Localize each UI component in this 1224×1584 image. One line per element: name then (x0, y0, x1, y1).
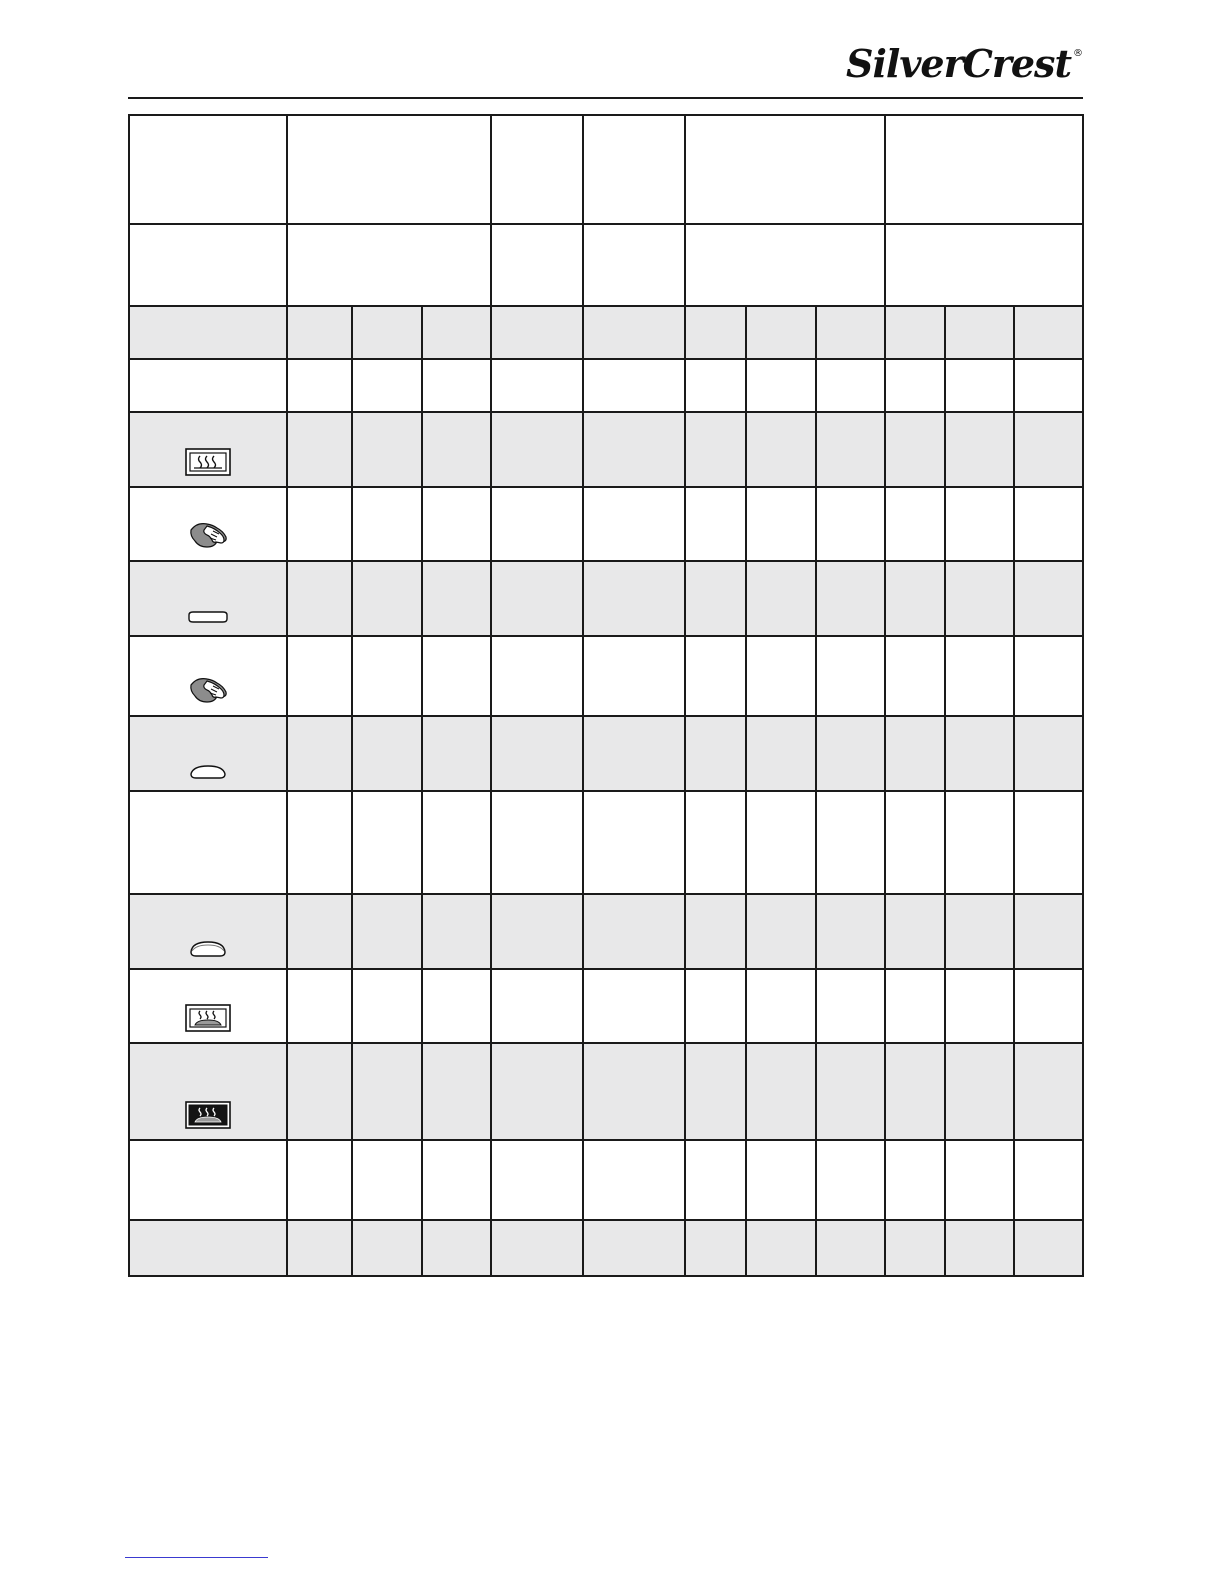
table-cell (885, 412, 945, 487)
table-cell (885, 224, 1083, 306)
table-cell (885, 359, 945, 412)
table-row (129, 412, 1083, 487)
table-cell (422, 894, 491, 969)
table-cell (583, 224, 685, 306)
table-cell (287, 791, 352, 894)
table-cell (129, 894, 287, 969)
table-cell (422, 791, 491, 894)
table-cell (422, 1043, 491, 1140)
table-cell (746, 561, 816, 636)
table-cell (816, 636, 885, 716)
table-cell (1014, 561, 1083, 636)
table-cell (491, 894, 583, 969)
table-cell (945, 1043, 1014, 1140)
table-cell (1014, 1220, 1083, 1276)
table-cell (685, 1220, 746, 1276)
table-cell (685, 561, 746, 636)
table-cell (746, 716, 816, 791)
settings-table (128, 114, 1084, 1277)
table-cell (816, 791, 885, 894)
table-cell (129, 791, 287, 894)
table-cell (685, 306, 746, 359)
table-cell (287, 1043, 352, 1140)
table-cell (746, 969, 816, 1043)
table-cell (746, 1043, 816, 1140)
table-row (129, 636, 1083, 716)
table-cell (746, 636, 816, 716)
table-cell (885, 306, 945, 359)
table-cell (583, 115, 685, 224)
table-cell (685, 791, 746, 894)
table-cell (685, 716, 746, 791)
table-cell (129, 224, 287, 306)
table-cell (1014, 487, 1083, 561)
table-cell (287, 561, 352, 636)
flat-bread-roll-icon (130, 609, 286, 635)
table-cell (491, 306, 583, 359)
table-cell (422, 487, 491, 561)
table-cell (885, 969, 945, 1043)
table-cell (287, 969, 352, 1043)
table-cell (491, 1043, 583, 1140)
table-cell (583, 306, 685, 359)
table-cell (746, 894, 816, 969)
table-cell (583, 1140, 685, 1220)
table-cell (685, 115, 885, 224)
toast-warming-icon (130, 1004, 286, 1042)
table-cell (129, 636, 287, 716)
table-cell (352, 894, 422, 969)
table-cell (352, 1043, 422, 1140)
table-cell (945, 636, 1014, 716)
table-cell (945, 1140, 1014, 1220)
table-cell (352, 306, 422, 359)
table-cell (422, 359, 491, 412)
table-cell (885, 487, 945, 561)
header-rule (128, 97, 1083, 99)
table-cell (945, 561, 1014, 636)
table-cell (945, 1220, 1014, 1276)
table-cell (885, 1220, 945, 1276)
table-cell (746, 1220, 816, 1276)
table-cell (583, 487, 685, 561)
table-cell (816, 359, 885, 412)
table-cell (1014, 636, 1083, 716)
table-cell (685, 894, 746, 969)
table-cell (746, 791, 816, 894)
table-row (129, 716, 1083, 791)
table-cell (885, 894, 945, 969)
table-cell (352, 791, 422, 894)
table-cell (491, 115, 583, 224)
table-cell (816, 1140, 885, 1220)
table-cell (746, 359, 816, 412)
table-cell (945, 412, 1014, 487)
table-row (129, 791, 1083, 894)
table-cell (583, 791, 685, 894)
table-cell (491, 791, 583, 894)
table-cell (491, 1220, 583, 1276)
table-cell (583, 561, 685, 636)
table-cell (1014, 1043, 1083, 1140)
registered-mark: ® (1073, 48, 1083, 59)
table-cell (885, 716, 945, 791)
table-cell (287, 487, 352, 561)
table-cell (129, 306, 287, 359)
table-row (129, 1140, 1083, 1220)
table-cell (287, 412, 352, 487)
tall-bread-roll-icon (130, 940, 286, 968)
table-cell (422, 636, 491, 716)
table-cell (1014, 969, 1083, 1043)
table-row (129, 1220, 1083, 1276)
table-cell (885, 636, 945, 716)
table-row (129, 969, 1083, 1043)
silvercrest-logo (846, 40, 1083, 88)
table-cell (685, 1140, 746, 1220)
table-cell (1014, 412, 1083, 487)
table-cell (885, 561, 945, 636)
table-cell (287, 716, 352, 791)
table-cell (685, 636, 746, 716)
table-cell (422, 412, 491, 487)
table-cell (816, 306, 885, 359)
table-cell (885, 791, 945, 894)
table-cell (816, 487, 885, 561)
table-cell (129, 1220, 287, 1276)
table-cell (746, 1140, 816, 1220)
table-cell (1014, 1140, 1083, 1220)
table-cell (583, 894, 685, 969)
hand-grab-icon (130, 675, 286, 715)
table-cell (352, 716, 422, 791)
defrost-heat-waves-icon (130, 448, 286, 486)
table-cell (583, 412, 685, 487)
footnote-rule (125, 1557, 268, 1558)
table-cell (816, 716, 885, 791)
table-cell (945, 306, 1014, 359)
table-cell (287, 224, 491, 306)
table-cell (746, 487, 816, 561)
hand-grab-icon (130, 520, 286, 560)
table-cell (422, 716, 491, 791)
table-cell (1014, 894, 1083, 969)
table-cell (352, 969, 422, 1043)
table-cell (1014, 306, 1083, 359)
table-cell (491, 224, 583, 306)
table-cell (491, 359, 583, 412)
bread-roll-icon (130, 764, 286, 790)
table-row (129, 487, 1083, 561)
table-cell (685, 359, 746, 412)
table-cell (422, 561, 491, 636)
table-cell (945, 969, 1014, 1043)
table-cell (422, 1220, 491, 1276)
table-cell (685, 487, 746, 561)
table-cell (491, 636, 583, 716)
table-cell (352, 1140, 422, 1220)
table-cell (816, 561, 885, 636)
table-cell (945, 359, 1014, 412)
table-cell (583, 969, 685, 1043)
table-cell (129, 716, 287, 791)
table-cell (945, 791, 1014, 894)
table-cell (287, 115, 491, 224)
table-cell (287, 306, 352, 359)
table-cell (1014, 716, 1083, 791)
table-cell (352, 359, 422, 412)
table-cell (746, 412, 816, 487)
table-cell (352, 487, 422, 561)
table-cell (352, 636, 422, 716)
table-row (129, 894, 1083, 969)
table-row (129, 561, 1083, 636)
table-cell (583, 1043, 685, 1140)
table-cell (816, 1043, 885, 1140)
table-cell (422, 1140, 491, 1220)
table-cell (583, 1220, 685, 1276)
table-cell (129, 561, 287, 636)
table-cell (129, 359, 287, 412)
table-cell (422, 306, 491, 359)
table-cell (129, 969, 287, 1043)
table-row (129, 306, 1083, 359)
table-cell (491, 1140, 583, 1220)
table-header-row (129, 115, 1083, 224)
table-cell (352, 412, 422, 487)
table-cell (491, 561, 583, 636)
table-cell (287, 1220, 352, 1276)
table-cell (491, 487, 583, 561)
table-row (129, 1043, 1083, 1140)
table-cell (129, 487, 287, 561)
table-cell (583, 359, 685, 412)
table-cell (287, 359, 352, 412)
table-row (129, 359, 1083, 412)
table-cell (816, 412, 885, 487)
table-cell (945, 487, 1014, 561)
table-cell (287, 894, 352, 969)
table-cell (685, 1043, 746, 1140)
table-cell (816, 1220, 885, 1276)
dark-toast-warming-icon (130, 1101, 286, 1139)
table-cell (1014, 791, 1083, 894)
brand-name: SilverCrest (846, 41, 1071, 86)
table-cell (685, 224, 885, 306)
table-cell (685, 969, 746, 1043)
table-cell (422, 969, 491, 1043)
table-cell (885, 1043, 945, 1140)
table-cell (816, 969, 885, 1043)
table-cell (491, 716, 583, 791)
table-cell (287, 1140, 352, 1220)
table-cell (129, 1043, 287, 1140)
table-cell (583, 636, 685, 716)
table-cell (352, 1220, 422, 1276)
table-cell (583, 716, 685, 791)
table-cell (885, 115, 1083, 224)
table-cell (352, 561, 422, 636)
table-cell (491, 412, 583, 487)
table-cell (945, 894, 1014, 969)
table-subheader-row (129, 224, 1083, 306)
table-cell (945, 716, 1014, 791)
table-cell (685, 412, 746, 487)
table-cell (129, 115, 287, 224)
table-cell (129, 1140, 287, 1220)
table-cell (885, 1140, 945, 1220)
table-cell (746, 306, 816, 359)
table-cell (129, 412, 287, 487)
table-cell (491, 969, 583, 1043)
table-cell (287, 636, 352, 716)
table-cell (816, 894, 885, 969)
table-cell (1014, 359, 1083, 412)
